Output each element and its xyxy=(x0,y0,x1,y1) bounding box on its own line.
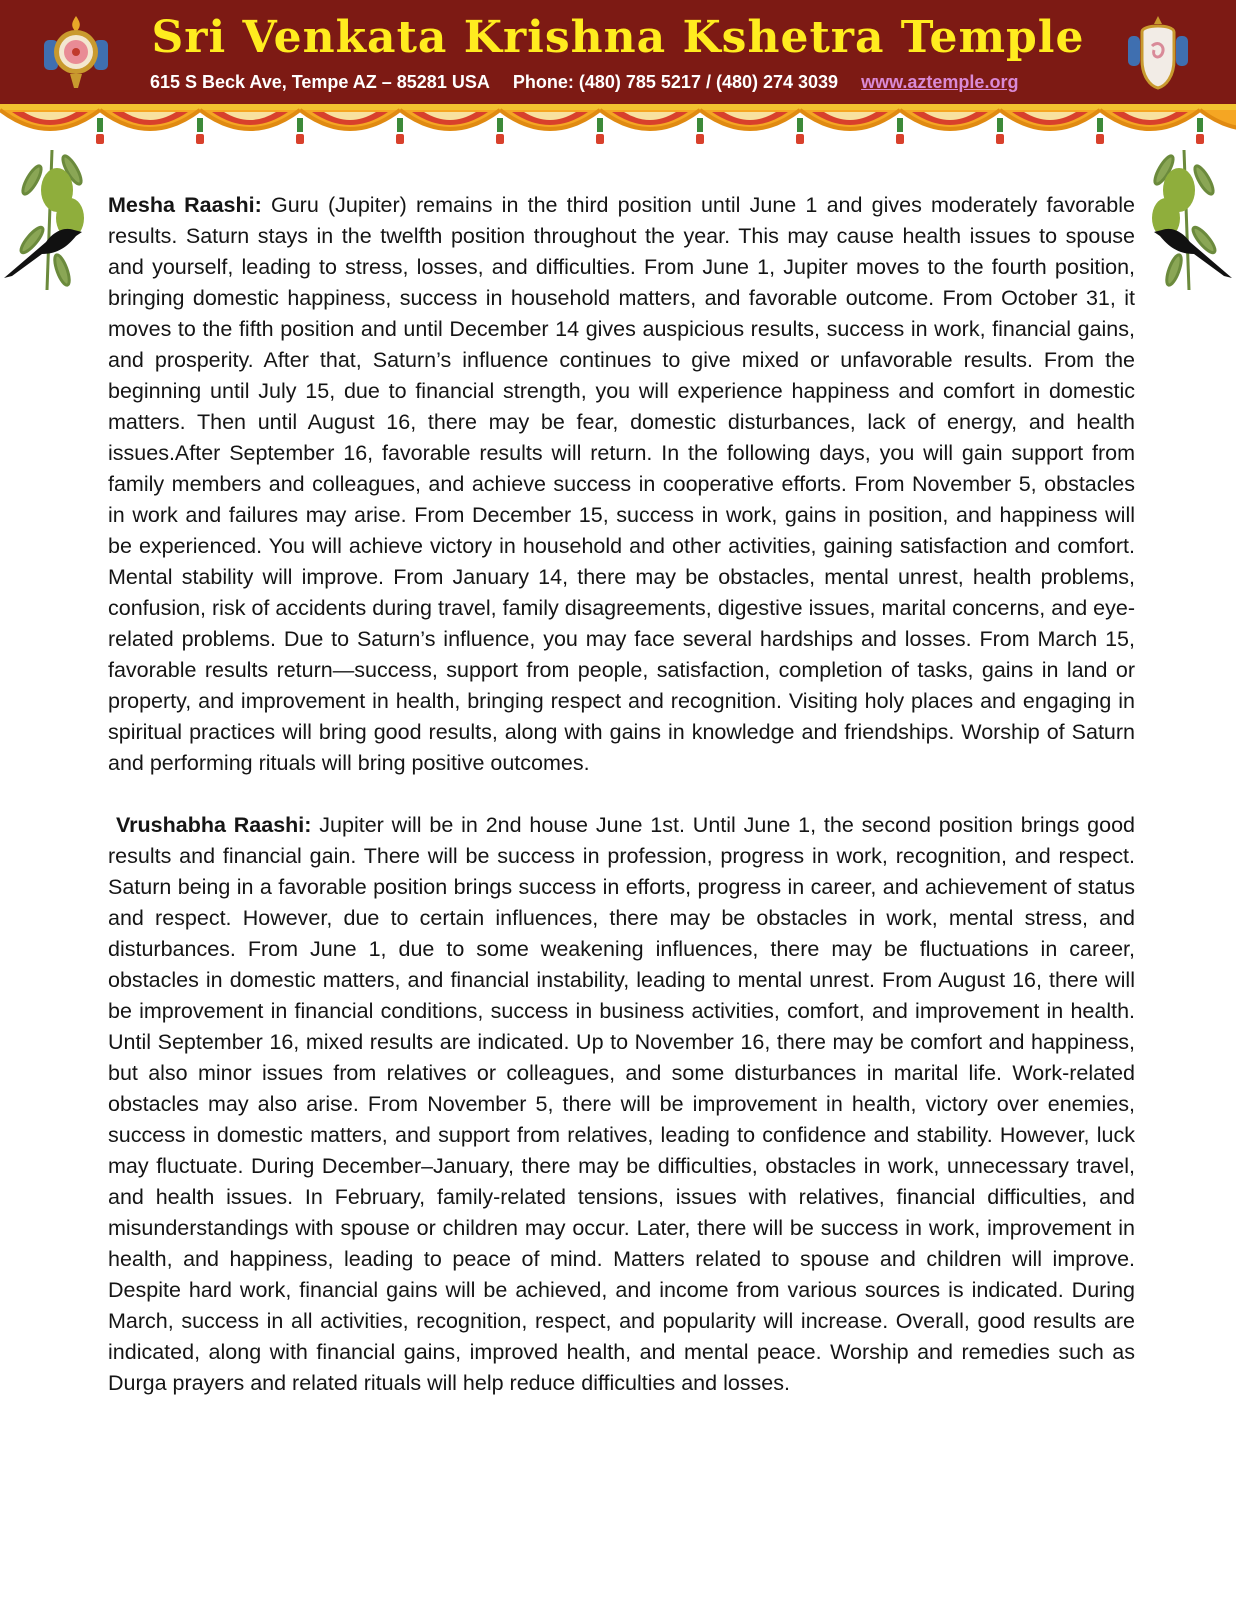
temple-address: 615 S Beck Ave, Tempe AZ – 85281 USA xyxy=(150,72,490,92)
mango-bird-corner-decoration xyxy=(1134,150,1234,300)
raashi-heading: Mesha Raashi: xyxy=(108,193,262,217)
contact-line xyxy=(150,70,1018,94)
marigold-garland-decoration xyxy=(0,104,1236,156)
shankha-conch-icon xyxy=(1122,14,1194,90)
raashi-text: Jupiter will be in 2nd house June 1st. Until June 1, the second position brings good results and financial gain. There will be success in profession, progress in work, recognition, and respect. Saturn being in a favorable position brings success in efforts, progress in career, and achievement of status and respect. However, due to certain influences, there may be obstacles in work, mental stress, and disturbances. From June 1, due to some weakening influences, there may be fluctuations in career, obstacles in domestic matters, and financial instability, leading to mental unrest. From August 16, there will be improvement in financial conditions, success in business activities, comfort, and improvement in health. Until September 16, mixed results are indicated. Up to November 16, there may be comfort and happiness, but also minor issues from relatives or colleagues, and some disturbances in marital life. Work-related obstacles may also arise. From November 5, there will be improvement in health, victory over enemies, success in domestic matters, and support from relatives, leading to confidence and stability. However, luck may fluctuate. During December–January, there may be difficulties, obstacles in work, unnecessary travel, and health issues. In February, family-related tensions, issues with relatives, financial difficulties, and misunderstandings with spouse or children may occur. Later, there will be success in work, improvement in health, and happiness, leading to peace of mind. Matters related to spouse and children will improve. Despite hard work, financial gains will be achieved, and income from various sources is indicated. During March, success in all activities, recognition, respect, and popularity will increase. Overall, good results are indicated, along with financial gains, improved health, and mental peace. Worship and remedies such as Durga prayers and related rituals will help reduce difficulties and losses. xyxy=(108,813,1135,1395)
raashi-predictions xyxy=(108,190,1135,1430)
mango-bird-corner-decoration xyxy=(2,150,102,300)
raashi-text: Guru (Jupiter) remains in the third position until June 1 and gives moderately favorable results. Saturn stays in the twelfth position throughout the year. This may cause health issues to spouse and yourself, leading to stress, losses, and difficulties. From June 1, Jupiter moves to the fourth position, bringing domestic happiness, success in household matters, and favorable outcome. From October 31, it moves to the fifth position and until December 14 gives auspicious results, success in work, financial gains, and prosperity. After that, Saturn’s influence continues to give mixed or unfavorable results. From the beginning until July 15, due to financial strength, you will experience happiness and comfort in domestic matters. Then until August 16, there may be fear, domestic disturbances, lack of energy, and health issues.After September 16, favorable results will return. In the following days, you will gain support from family members and colleagues, and achieve success in cooperative efforts. From November 5, obstacles in work and failures may arise. From December 15, success in work, gains in position, and happiness will be experienced. You will achieve victory in household and other activities, gaining satisfaction and comfort. Mental stability will improve. From January 14, there may be obstacles, mental unrest, health problems, confusion, risk of accidents during travel, family disagreements, digestive issues, marital concerns, and eye-related problems. Due to Saturn’s influence, you may face several hardships and losses. From March 15, favorable results return—success, support from people, satisfaction, completion of tasks, gains in land or property, and improvement in health, bringing respect and recognition. Visiting holy places and engaging in spiritual practices will bring good results, along with gains in knowledge and friendships. Worship of Saturn and performing rituals will bring positive outcomes. xyxy=(108,193,1135,775)
raashi-heading: Vrushabha Raashi: xyxy=(116,813,312,837)
temple-website-link[interactable]: www.aztemple.org xyxy=(861,72,1019,92)
raashi-paragraph-vrushabha xyxy=(108,810,1135,1399)
temple-header-banner xyxy=(0,0,1236,104)
temple-phone: Phone: (480) 785 5217 / (480) 274 3039 xyxy=(512,72,839,92)
raashi-paragraph-mesha xyxy=(108,190,1135,779)
temple-title: Sri Venkata Krishna Kshetra Temple xyxy=(151,12,1085,63)
